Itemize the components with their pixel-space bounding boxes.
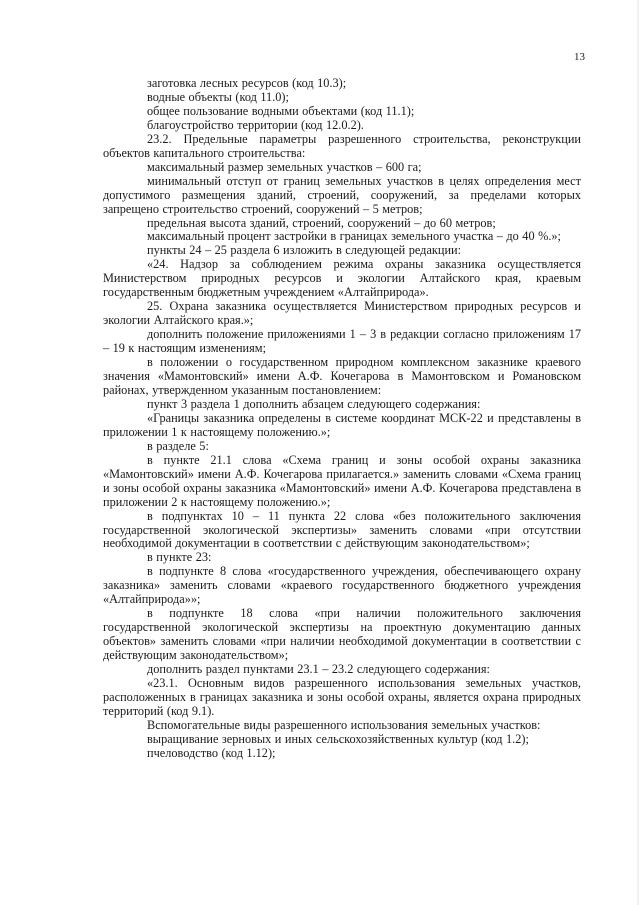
paragraph: «Границы заказника определены в системе координат МСК-22 и представлены в приложении 1 к настоящему положению.»; (103, 410, 581, 439)
paragraph: Вспомогательные виды разрешенного использования земельных участков: (147, 717, 541, 732)
paragraph: 25. Охрана заказника осуществляется Министерством природных ресурсов и экологии Алтайского края.»; (103, 299, 581, 328)
paragraph: максимальный размер земельных участков – 600 га; (147, 159, 422, 174)
paragraph: заготовка лесных ресурсов (код 10.3); (147, 76, 347, 90)
paragraph: в разделе 5: (147, 438, 209, 453)
paragraph: водные объекты (код 11.0); (147, 89, 289, 104)
paragraph: в пункте 21.1 слова «Схема границ и зоны особой охраны заказника «Мамонтовский» имени А.Ф. Кочегарова прилагается.» заменить словами «Схема границ и зоны особой охраны заказника «Мамонтовский» имени А.Ф. Кочегарова представлена в приложении 2 к настоящему положению.»; (103, 452, 581, 509)
paragraph: предельная высота зданий, строений, сооружений – до 60 метров; (147, 215, 496, 230)
paragraph: минимальный отступ от границ земельных участков в целях определения мест допустимого размещения зданий, строений, сооружений, за пределами которых запрещено строительство строений, сооружений – 5 метров; (103, 173, 581, 216)
paragraph: «23.1. Основным видов разрешенного использования земельных участков, расположенных в границах заказника и зоны особой охраны, является охрана природных территорий (код 9.1). (103, 675, 581, 718)
page-number: 13 (574, 51, 585, 63)
document-body (103, 77, 581, 761)
paragraph: 23.2. Предельные параметры разрешенного строительства, реконструкции объектов капитального строительства: (103, 131, 581, 160)
paragraph: в пункте 23: (147, 550, 212, 565)
paragraph: пункты 24 – 25 раздела 6 изложить в следующей редакции: (147, 243, 462, 258)
paragraph: пункт 3 раздела 1 дополнить абзацем следующего содержания: (147, 396, 481, 411)
paragraph: в положении о государственном природном комплексном заказнике краевого значения «Мамонтовский» имени А.Ф. Кочегарова в Мамонтовском и Романовском районах, утвержденном указанным постановлением: (103, 355, 581, 397)
paragraph: пчеловодство (код 1.12); (147, 745, 276, 760)
paragraph: максимальный процент застройки в границах земельного участка – до 40 %.»; (147, 229, 561, 244)
paragraph: благоустройство территории (код 12.0.2). (147, 117, 364, 132)
paragraph: выращивание зерновых и иных сельскохозяйственных культур (код 1.2); (147, 731, 529, 746)
paragraph: в подпунктах 10 – 11 пункта 22 слова «без положительного заключения государственной экологической экспертизы» заменить словами «при отсутствии необходимой документации в соответствии с действующим законодательством»; (103, 508, 581, 551)
paragraph: в подпункте 18 слова «при наличии положительного заключения государственной экологической экспертизы на проектную документацию данных объектов» заменить словами «при наличии необходимой документации в соответствии с действующим законодательством»; (103, 606, 581, 663)
paragraph: дополнить положение приложениями 1 – 3 в редакции согласно приложениям 17 – 19 к настоящим изменениям; (103, 327, 581, 356)
paragraph: «24. Надзор за соблюдением режима охраны заказника осуществляется Министерством природных ресурсов и экологии Алтайского края, краевым государственным бюджетным учреждением «Алтайприрода». (103, 257, 581, 300)
paragraph: в подпункте 8 слова «государственного учреждения, обеспечивающего охрану заказника» заменить словами «краевого государственного бюджетного учреждения «Алтайприрода»»; (103, 564, 581, 607)
paragraph: общее пользование водными объектами (код 11.1); (147, 103, 415, 118)
paragraph: дополнить раздел пунктами 23.1 – 23.2 следующего содержания: (147, 662, 490, 677)
